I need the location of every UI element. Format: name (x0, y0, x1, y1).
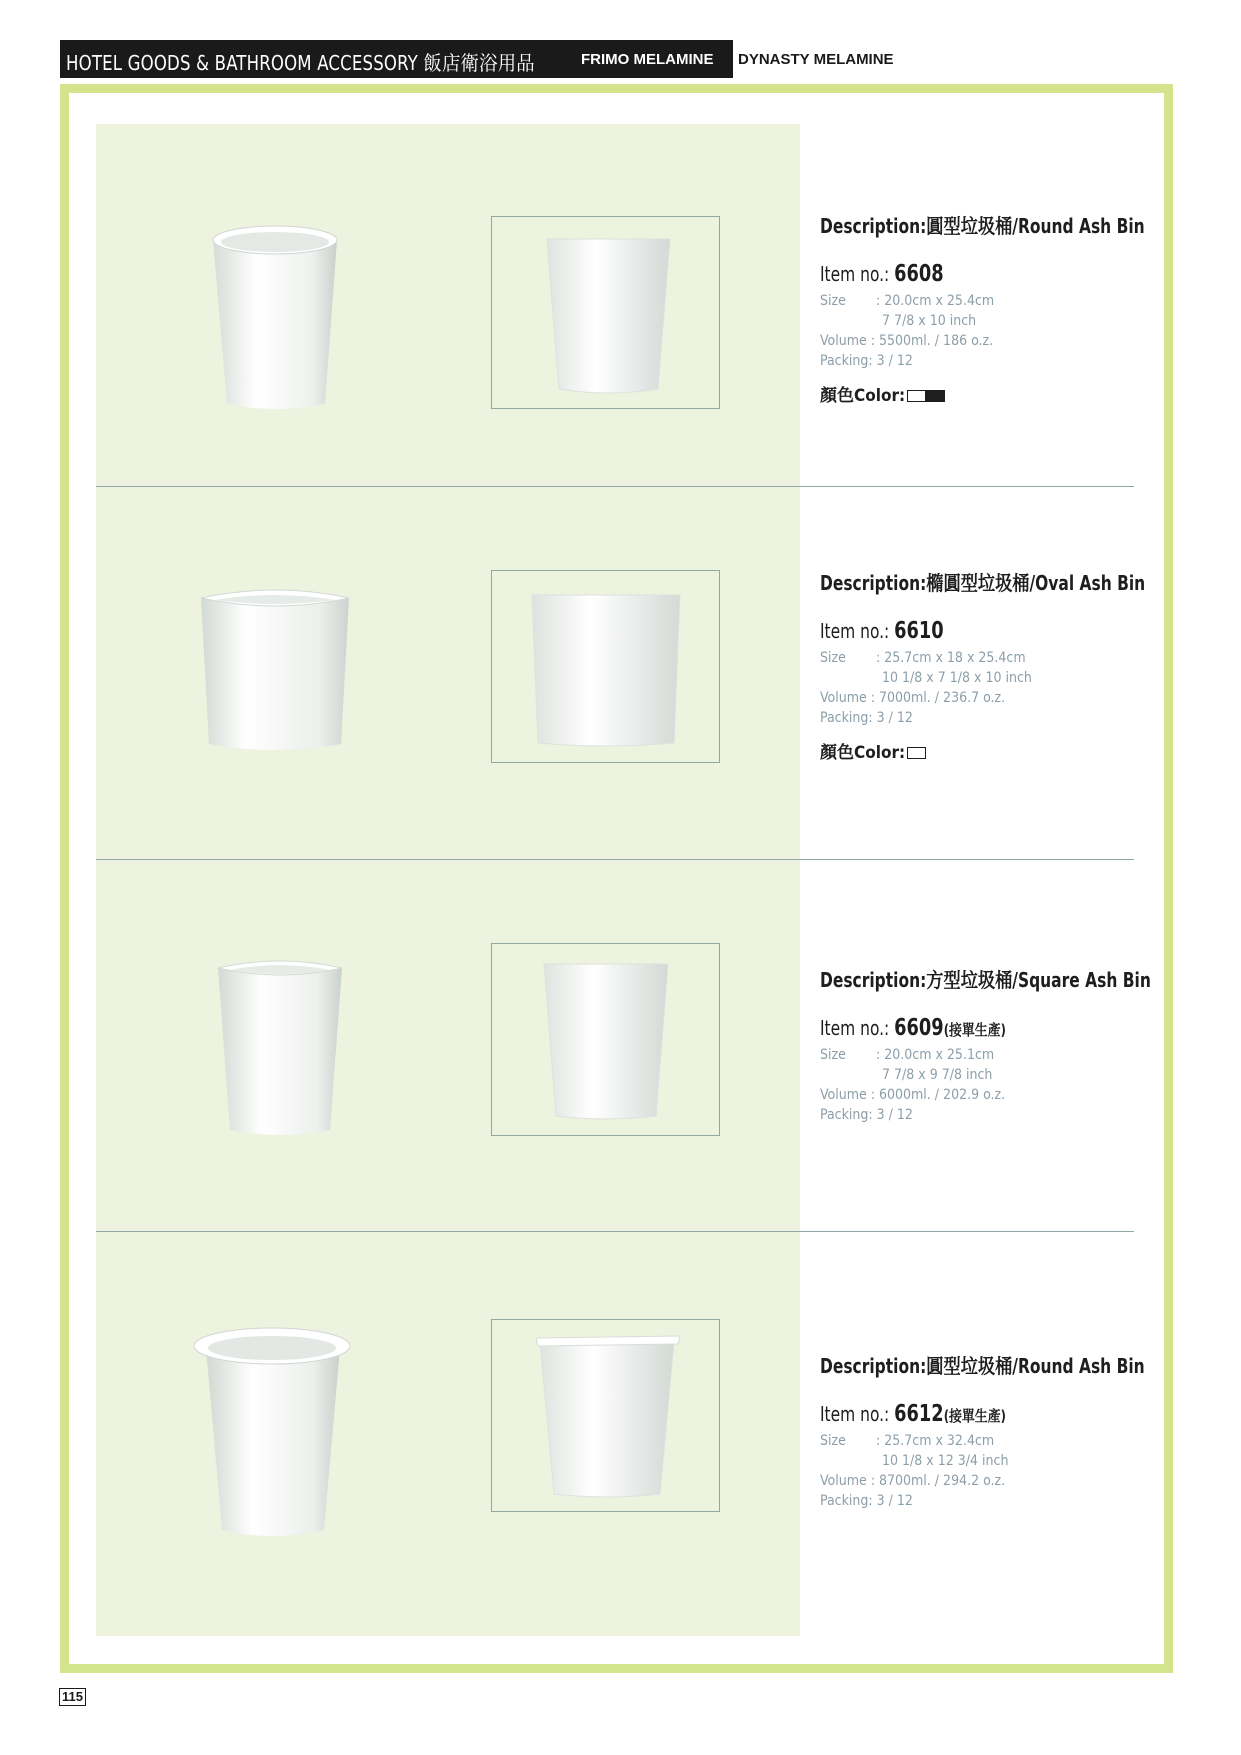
volume-value: : 5500ml. / 186 o.z. (870, 333, 994, 349)
size-label: Size (820, 1433, 846, 1449)
packing-label: Packing: (820, 353, 873, 369)
description-label: Description: (820, 968, 927, 992)
product-specs (820, 648, 1180, 728)
item-number: 6608 (894, 261, 944, 287)
color-line (820, 738, 1180, 763)
round-bin-photo (205, 222, 345, 414)
oval-bin-front-photo (492, 571, 718, 761)
size-imperial: 7 7/8 x 10 inch (882, 313, 977, 329)
color-swatch-black (926, 390, 945, 402)
item-number-line (820, 618, 1130, 644)
item-number-line (820, 1015, 1130, 1041)
color-swatch-white (907, 747, 926, 759)
description-value: 圓型垃圾桶/Round Ash Bin (926, 1354, 1145, 1378)
volume-label: Volume (820, 1473, 867, 1489)
description-line (820, 964, 1151, 993)
page-number: 115 (59, 1688, 86, 1706)
size-label: Size (820, 650, 846, 666)
size-metric: : 25.7cm x 18 x 25.4cm (876, 650, 1026, 666)
packing-value: 3 / 12 (876, 1107, 913, 1123)
item-number: 6610 (894, 618, 944, 644)
size-imperial: 10 1/8 x 12 3/4 inch (882, 1453, 1009, 1469)
product-thumbnail (491, 570, 720, 763)
description-label: Description: (820, 1354, 927, 1378)
description-value: 方型垃圾桶/Square Ash Bin (926, 968, 1151, 992)
brand-dynasty: DYNASTY MELAMINE (738, 51, 894, 68)
size-label: Size (820, 1047, 846, 1063)
item-number-label: Item no.: (820, 262, 890, 286)
product-thumbnail (491, 216, 720, 409)
item-number-line (820, 261, 1130, 287)
color-swatch-white (907, 390, 926, 402)
product-info (820, 1350, 1180, 1511)
item-number-label: Item no.: (820, 619, 890, 643)
description-line (820, 567, 1146, 596)
description-value: 橢圓型垃圾桶/Oval Ash Bin (926, 571, 1146, 595)
description-line (820, 210, 1145, 239)
brand-frimo: FRIMO MELAMINE (581, 51, 714, 68)
size-label: Size (820, 293, 846, 309)
product-thumbnail (491, 1319, 720, 1512)
size-metric: : 25.7cm x 32.4cm (876, 1433, 995, 1449)
round-bin-large-photo (190, 1322, 355, 1542)
color-label: 顏色Color: (820, 386, 906, 406)
volume-value: : 7000ml. / 236.7 o.z. (870, 690, 1006, 706)
volume-label: Volume (820, 1087, 867, 1103)
size-imperial: 10 1/8 x 7 1/8 x 10 inch (882, 670, 1032, 686)
section-divider (96, 859, 1134, 860)
product-specs (820, 291, 1180, 371)
size-metric: : 20.0cm x 25.1cm (876, 1047, 995, 1063)
item-number-label: Item no.: (820, 1016, 890, 1040)
item-number: 6609 (894, 1015, 944, 1041)
color-label: 顏色Color: (820, 743, 906, 763)
product-specs (820, 1045, 1180, 1125)
packing-value: 3 / 12 (876, 710, 913, 726)
product-info (820, 210, 1180, 406)
round-bin-front-photo (492, 217, 718, 407)
section-divider (96, 486, 1134, 487)
section-divider (96, 1231, 1134, 1232)
product-info (820, 964, 1180, 1125)
round-bin-large-front-photo (492, 1320, 718, 1510)
packing-value: 3 / 12 (876, 353, 913, 369)
item-number: 6612 (894, 1401, 944, 1427)
order-note: (接單生產) (943, 1021, 1006, 1039)
square-bin-front-photo (492, 944, 718, 1134)
size-imperial: 7 7/8 x 9 7/8 inch (882, 1067, 993, 1083)
oval-bin-photo (195, 578, 355, 756)
volume-label: Volume (820, 690, 867, 706)
product-specs (820, 1431, 1180, 1511)
product-info (820, 567, 1180, 763)
size-metric: : 20.0cm x 25.4cm (876, 293, 995, 309)
description-label: Description: (820, 214, 927, 238)
item-number-label: Item no.: (820, 1402, 890, 1426)
square-bin-photo (212, 950, 348, 1140)
description-value: 圓型垃圾桶/Round Ash Bin (926, 214, 1145, 238)
description-label: Description: (820, 571, 927, 595)
order-note: (接單生產) (943, 1407, 1006, 1425)
product-thumbnail (491, 943, 720, 1136)
packing-label: Packing: (820, 1107, 873, 1123)
color-line (820, 381, 1180, 406)
packing-label: Packing: (820, 1493, 873, 1509)
packing-value: 3 / 12 (876, 1493, 913, 1509)
packing-label: Packing: (820, 710, 873, 726)
volume-label: Volume (820, 333, 867, 349)
description-line (820, 1350, 1145, 1379)
volume-value: : 6000ml. / 202.9 o.z. (870, 1087, 1006, 1103)
catalog-title: HOTEL GOODS & BATHROOM ACCESSORY 飯店衛浴用品 (66, 51, 535, 75)
volume-value: : 8700ml. / 294.2 o.z. (870, 1473, 1006, 1489)
item-number-line (820, 1401, 1130, 1427)
